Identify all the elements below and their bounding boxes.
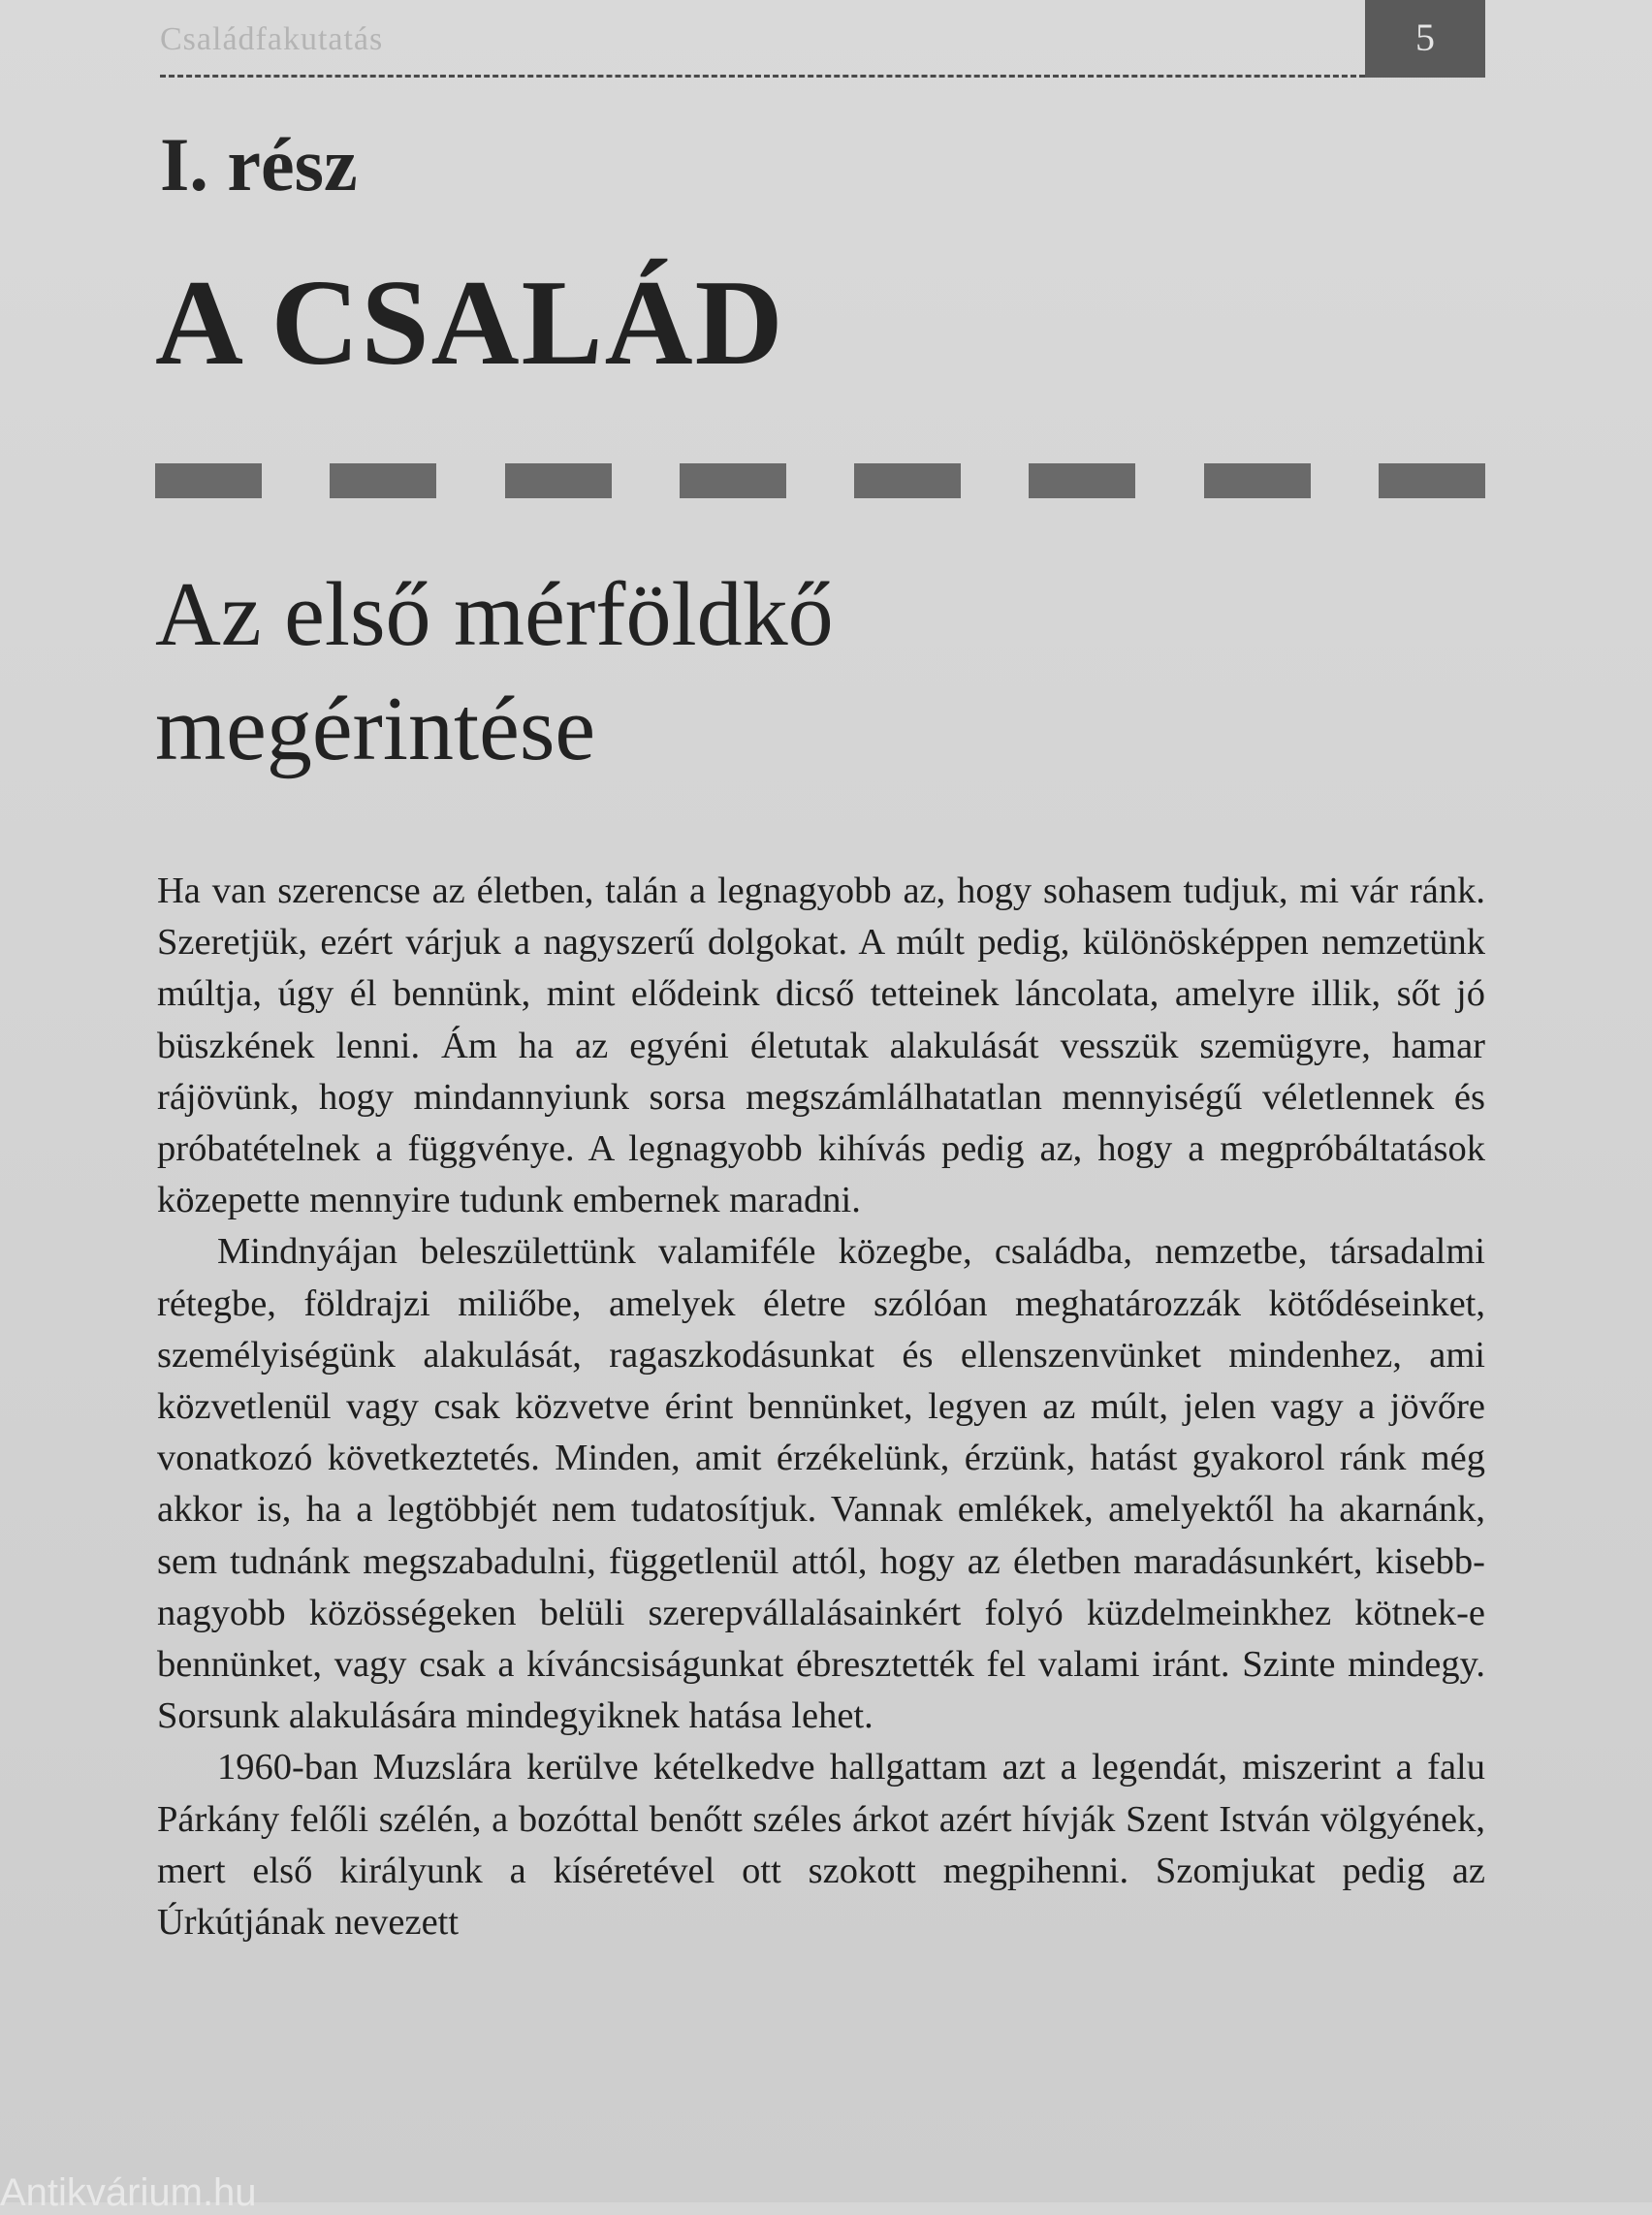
header-rule-segment [1365,74,1485,78]
divider-block [505,463,612,498]
divider-block [330,463,436,498]
divider-block [680,463,786,498]
body-text [157,866,1485,1948]
watermark: Antikvárium.hu [0,2171,257,2214]
divider-block [1379,463,1485,498]
divider-block [1204,463,1311,498]
divider-block [155,463,262,498]
part-label: I. rész [160,122,358,206]
divider-block [1029,463,1135,498]
chapter-title [155,557,1415,786]
block-divider [155,463,1485,498]
divider-block [854,463,961,498]
paragraph-2: Mindnyájan beleszülettünk valamiféle közegbe, családba, nemzetbe, társadalmi rétegbe, földrajzi miliőbe, amelyek életre szólóan meghatározzák kötődéseinket, személyiségünk alakulását, ragaszkodásunkat és ellenszenvünket mindenhez, ami közvetlenül vagy csak közvetve érint bennünket, legyen az múlt, jelen vagy a jövőre vonatkozó következtetés. Minden, amit érzékelünk, érzünk, hatást gyakorol ránk még akkor is, ha a legtöbbjét nem tudatosítjuk. Vannak emlékek, amelyektől ha akarnánk, sem tudnánk megszabadulni, függetlenül attól, hogy az életben maradásunkért, kisebb-nagyobb közösségeken belüli szerepvállalásainkért folyó küzdelmeinkhez kötnek-e bennünket, vagy csak a kíváncsiságunkat ébresztették fel valami iránt. Szinte mindegy. Sorsunk alakulására mindegyiknek hatása lehet. [157,1231,1485,1737]
page-number: 5 [1365,0,1485,74]
part-title: A CSALÁD [155,256,785,391]
chapter-title-line-2: megérintése [155,679,596,779]
running-head: Családfakutatás [160,21,384,57]
header-dashed-rule [160,75,1365,78]
paragraph-3: 1960-ban Muzslára kerülve kételkedve hallgattam azt a legendát, miszerint a falu Párkány felőli szélén, a bozóttal benőtt széles árkot azért hívják Szent István völgyének, mert első királyunk a kíséretével ott szokott megpihenni. Szomjukat pedig az Úrkútjának nevezett [157,1747,1485,1944]
chapter-title-line-1: Az első mérföldkő [155,564,834,665]
paragraph-1: Ha van szerencse az életben, talán a legnagyobb az, hogy sohasem tudjuk, mi vár ránk. Szeretjük, ezért várjuk a nagyszerű dolgokat. A múlt pedig, különösképpen nemzetünk múltja, úgy él bennünk, mint elődeink dicső tetteinek láncolata, amelyre illik, sőt jó büszkének lenni. Ám ha az egyéni életutak alakulását vesszük szemügyre, hamar rájövünk, hogy mindannyiunk sorsa megszámlálhatatlan mennyiségű véletlennek és próbatételnek a függvénye. A legnagyobb kihívás pedig az, hogy a megpróbáltatások közepette mennyire tudunk embernek maradni. [157,870,1485,1221]
